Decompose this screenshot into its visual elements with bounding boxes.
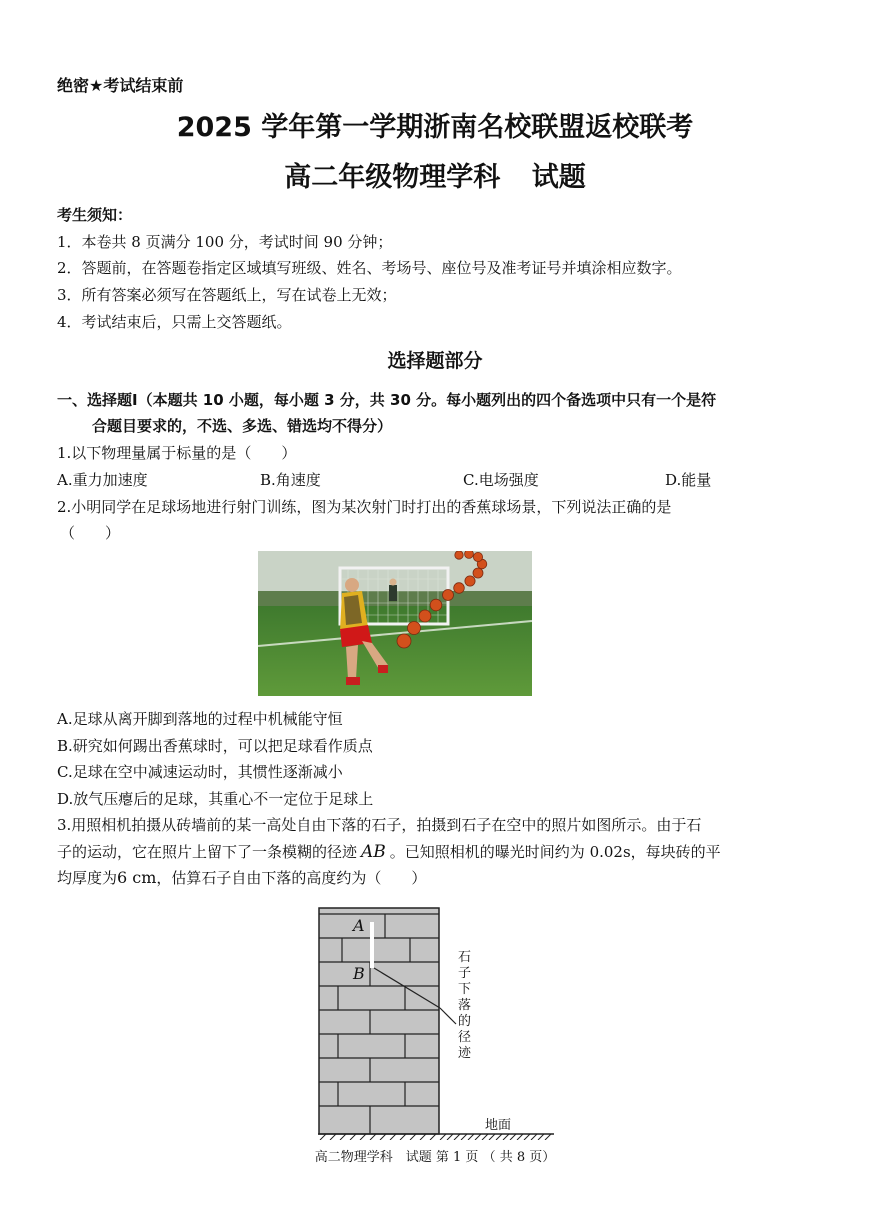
q3-text: ，估算石子自由下落的高度约为（ ） <box>156 869 427 887</box>
question-1-stem: 1.以下物理量属于标量的是（ ） <box>57 444 297 462</box>
football-photo <box>258 551 532 696</box>
notice-item: 1．本卷共 8 页满分 100 分，考试时间 90 分钟； <box>57 233 393 251</box>
q2-option-a: A.足球从离开脚到落地的过程中机械能守恒 <box>57 710 343 728</box>
q1-option-b: B.角速度 <box>260 471 321 489</box>
question-3-line2 <box>57 841 721 862</box>
brick-wall-figure <box>310 900 570 1140</box>
question-3-line1: 3.用照相机拍摄从砖墙前的某一高处自由下落的石子，拍摄到石子在空中的照片如图所示。由于石 <box>57 816 702 834</box>
notice-item: 3．所有答案必须写在答题纸上，写在试卷上无效； <box>57 286 397 304</box>
q2-option-b: B.研究如何踢出香蕉球时，可以把足球看作质点 <box>57 737 373 755</box>
q3-text: 子的运动，它在照片上留下了一条模糊的径迹 <box>57 843 358 861</box>
question-2-stem: 2.小明同学在足球场地进行射门训练，图为某次射门时打出的香蕉球场景，下列说法正确的是 <box>57 498 672 516</box>
label-b: B <box>353 964 365 983</box>
q3-brick-thickness: 6 cm <box>117 868 157 887</box>
notice-item: 4．考试结束后，只需上交答题纸。 <box>57 313 292 331</box>
part-heading-cont: 合题目要求的，不选、多选、错选均不得分） <box>92 417 393 435</box>
ground-label: 地面 <box>485 1118 512 1133</box>
notice-heading: 考生须知： <box>57 206 133 224</box>
path-label: 石子下落的径迹 <box>458 950 472 1061</box>
exam-title: 2025 学年第一学期浙南名校联盟返校联考 <box>176 112 694 143</box>
question-3-line3 <box>57 867 426 888</box>
confidential-mark: 绝密★考试结束前 <box>57 76 184 95</box>
q3-var-ab: AB <box>361 842 386 862</box>
q1-option-d: D.能量 <box>665 471 712 489</box>
q1-option-a: A.重力加速度 <box>57 471 148 489</box>
q3-text: 均厚度为 <box>57 869 118 887</box>
q2-option-d: D.放气压瘪后的足球，其重心不一定位于足球上 <box>57 790 374 808</box>
question-2-bracket: （ ） <box>60 524 121 542</box>
part-heading: 一、选择题Ⅰ（本题共 10 小题，每小题 3 分，共 30 分。每小题列出的四个备选项中只有一个是符 <box>57 391 717 409</box>
q2-option-c: C.足球在空中减速运动时，其惯性逐渐减小 <box>57 763 343 781</box>
section-title: 选择题部分 <box>387 350 483 372</box>
label-a: A <box>353 916 365 935</box>
q1-option-c: C.电场强度 <box>463 471 539 489</box>
q3-text: 。已知照相机的曝光时间约为 0.02s，每块砖的平 <box>389 843 721 861</box>
exam-subtitle: 高二年级物理学科 试题 <box>284 162 586 193</box>
page-footer: 高二物理学科 试题 第 1 页 （ 共 8 页） <box>314 1150 556 1165</box>
notice-item: 2．答题前，在答题卷指定区域填写班级、姓名、考场号、座位号及准考证号并填涂相应数字。 <box>57 259 682 277</box>
